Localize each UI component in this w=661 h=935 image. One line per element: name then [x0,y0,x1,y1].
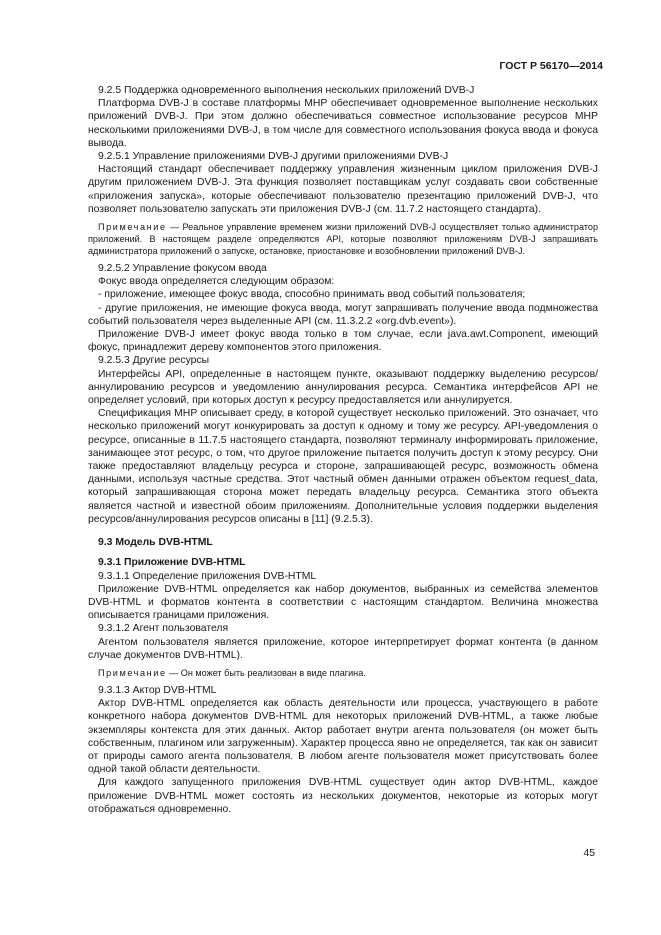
note-text: — Он может быть реализован в виде плагина. [166,667,366,678]
list-item: - другие приложения, не имеющие фокуса ввода, могут запрашивать получение ввода подмножества событий пользователя через выделенные API (см. 11.3.2.2 «org.dvb.event»). [88,302,598,327]
paragraph: Актор DVB-HTML определяется как область деятельности или процесса, участвующего в работе конкретного набора документов DVB-HTML для некоторых приложений DVB-HTML, а также любые экземпляры контекста для этих данных. Актор работает внутри агента пользователя (он может быть собственным, плагином или загруженным). Характер процесса явно не определяется, так как он зависит от природы самого агента пользователя. В любом агенте пользователя может присутствовать более одной такой области деятельности. [88,698,598,776]
section-heading-9-3-1: 9.3.1 Приложение DVB-HTML [98,557,246,569]
document-body [88,84,598,816]
section-heading-9-2-5-1: 9.2.5.1 Управление приложениями DVB-J другими приложениями DVB-J [98,151,449,163]
section-heading-9-3: 9.3 Модель DVB-HTML [98,537,213,549]
paragraph: Настоящий стандарт обеспечивает поддержку управления жизненным циклом приложения DVB-J другим приложением DVB-J. Эта функция позволяет поставщикам услуг создавать свои собственные «приложения запуска», которые обеспечивают пользователю презентацию приложений DVB-J, что позволяет пользователю запускать эти приложения DVB-J (см. 11.7.2 настоящего стандарта). [88,164,598,215]
paragraph: Приложение DVB-J имеет фокус ввода только в том случае, если java.awt.Component, имеющий фокус, принадлежит дереву компонентов этого приложения. [88,329,598,354]
section-heading-9-2-5: 9.2.5 Поддержка одновременного выполнения нескольких приложений DVB-J [98,85,475,96]
paragraph: Интерфейсы API, определенные в настоящем пункте, оказывают поддержку выделению ресурсов/аннулированию ресурсов и уведомлению аннулирования ресурса. Семантика интерфейсов API не определяет условий, при которых доступ к ресурсу предоставляется или аннулируется. [88,368,598,407]
note-1 [88,221,598,257]
note-text: — Реальное управление временем жизни приложений DVB-J осуществляет только администратор приложений. В настоящем разделе определяются API, которые позволяют приложениям DVB-J запрашивать администратора приложений о запуске, остановке, приостановке и возобновлении приложений DVB-J. [88,222,598,257]
paragraph: Фокус ввода определяется следующим образом: [98,276,335,288]
note-label: Примечание [98,222,167,233]
note-label: Примечание [98,667,167,678]
paragraph: Спецификация MHP описывает среду, в которой существует несколько приложений. Это означает, что несколько приложений могут конкурировать за доступ к одному и тому же ресурсу. API-уведомления о ресурсе, описанные в 11.7.5 настоящего стандарта, позволяют терминалу информировать приложение, занимающее этот ресурс, о том, что другое приложение пытается получить доступ к этому ресурсу. Они также предоставляют владельцу ресурса и стороне, запрашивающей ресурс, возможность обмена данными, используя частные средства. Этот частный обмен данными отражен объектом request_data, который запрашивающая сторона может передать владельцу ресурса. Семантика этого объекта является частной и известной обоим приложениям. Дополнительные условия поддержки выделения ресурсов/аннулирования ресурсов описаны в [11] (9.2.5.3). [88,408,598,525]
section-heading-9-3-1-3: 9.3.1.3 Актор DVB-HTML [98,684,217,696]
note-2 [88,667,598,679]
section-heading-9-2-5-2: 9.2.5.2 Управление фокусом ввода [98,263,267,275]
section-heading-9-2-5-3: 9.2.5.3 Другие ресурсы [98,355,210,367]
paragraph: Для каждого запущенного приложения DVB-HTML существует один актор DVB-HTML, каждое приложение DVB-HTML может состоять из нескольких документов, некоторые из которых могут отображаться одновременно. [88,777,598,815]
paragraph: Агентом пользователя является приложение, которое интерпретирует формат контента (в данном случае документов DVB-HTML). [88,636,598,661]
paragraph: Платформа DVB-J в составе платформы MHP обеспечивает одновременное выполнение нескольких приложений DVB-J. При этом должно обеспечиваться совместное использование ресурсов MHP несколькими приложениями DVB-J, в том числе для совместного использования фокуса ввода и фокуса вывода. [88,98,598,149]
page-header: ГОСТ Р 56170—2014 [499,60,603,72]
paragraph: Приложение DVB-HTML определяется как набор документов, выбранных из семейства элементов DVB-HTML и форматов контента в соответствии с настоящим стандартом. Величина множества описывается границами приложения. [88,583,598,622]
list-item: - приложение, имеющее фокус ввода, способно принимать ввод событий пользователя; [98,289,526,301]
section-heading-9-3-1-2: 9.3.1.2 Агент пользователя [98,623,229,635]
section-heading-9-3-1-1: 9.3.1.1 Определение приложения DVB-HTML [98,570,317,582]
page-number: 45 [583,848,595,859]
